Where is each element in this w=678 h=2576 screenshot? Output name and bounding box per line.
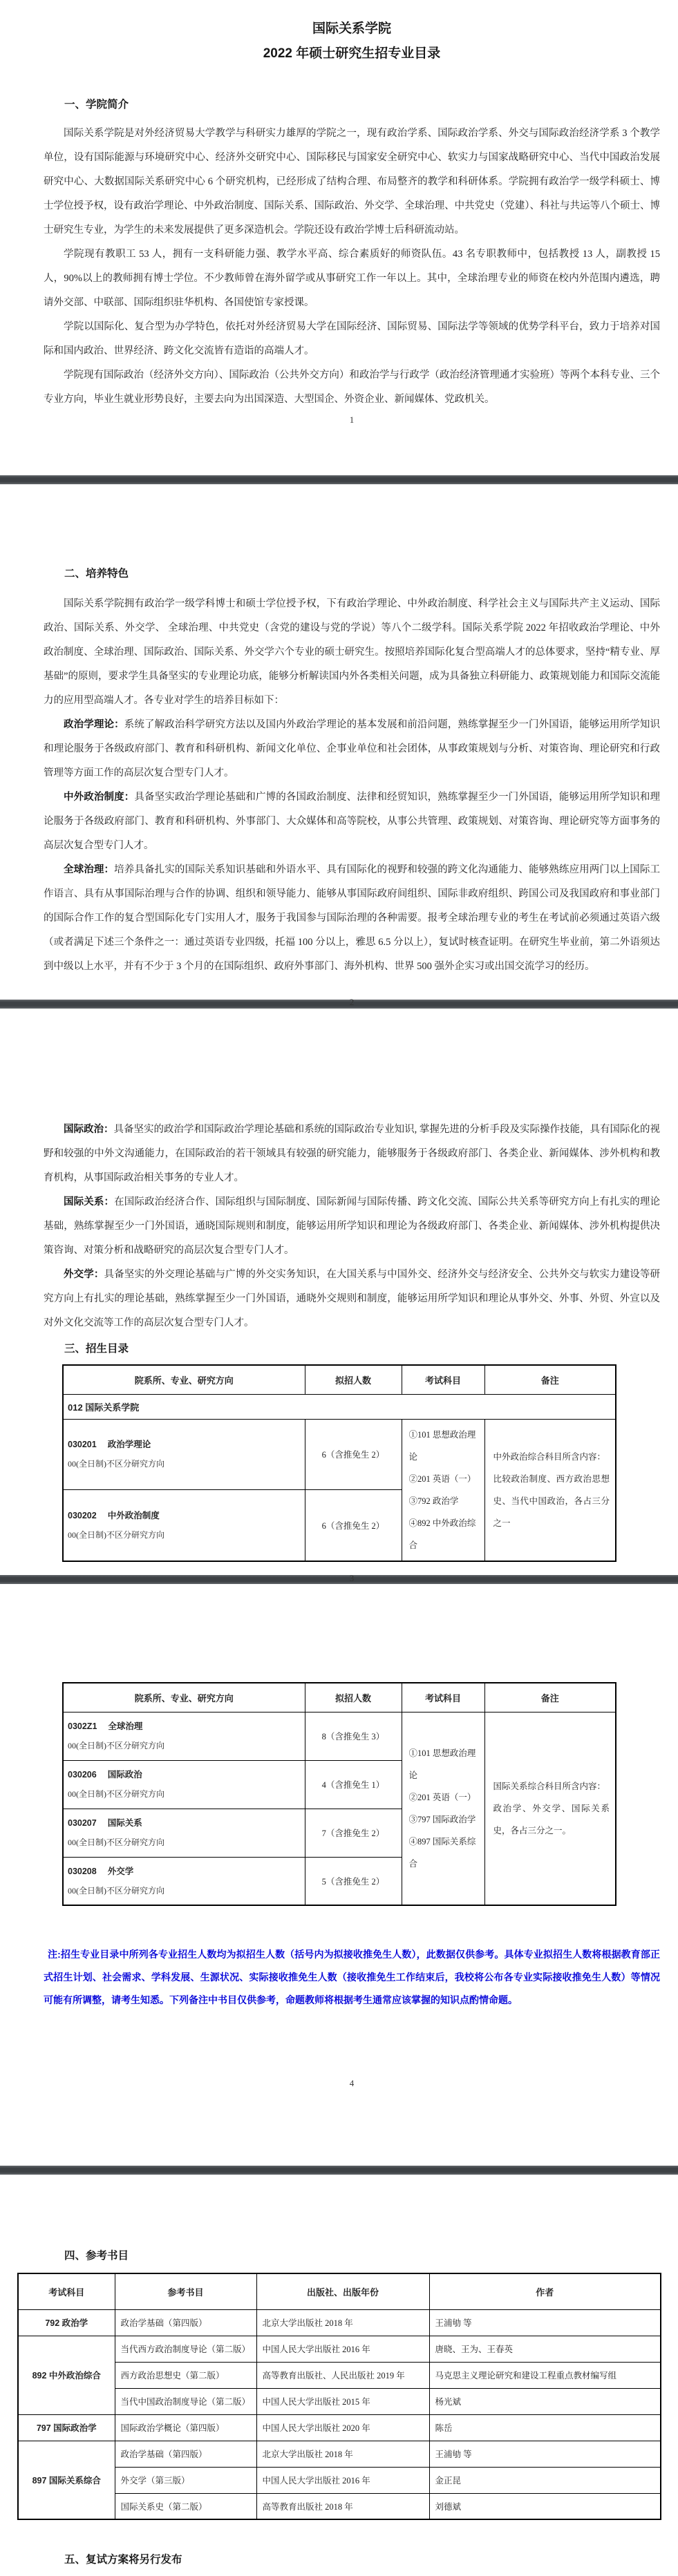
exam-subject-cell: 797 国际政治学 [18,2414,115,2441]
page-number: 1 [349,414,355,425]
exam-subjects-cell [402,1712,484,1905]
quota-cell: 4（含推免生 1） [305,1760,402,1809]
exam-subject: ②201 英语（一） [408,1792,476,1802]
table-row [18,2441,661,2467]
page-3 [0,1009,678,1583]
table-row [18,2493,661,2519]
major-name: 全球治理 [108,1721,143,1731]
major-text: 系统了解政治科学研究方法以及国内外政治学理论的基本发展和前沿问题，熟练掌握至少一门外国语，能够运用所学知识和理论服务于各级政府部门、教育和科研机构、新闻文化单位、企事业单位和社会团体，从事政策规划与分析、对策咨询、理论研究和行政管理等方面工作的高层次复合型专门人才。 [44,719,661,779]
table-row [18,2336,661,2362]
exam-subject: ①101 思想政治理论 [408,1748,476,1780]
page1-paragraphs [44,122,660,412]
major-cell [63,1489,305,1561]
admission-note: 注:招生专业目录中所列各专业招生人数均为拟招生人数（括号内为拟接收推免生人数），此数据仅供参考。具体专业拟招生人数将根据教育部正式招生计划、社会需求、学科发展、生源状况、实际接收推免生人数（接收推免生工作结束后，我校将公布各专业实际接收推免生人数）等情况可能有所调整，请考生知悉。下列备注中书目仅供参考，命题教师将根据考生通常应该掌握的知识点酌情命题。 [44,1949,660,2005]
book-title: 政治学基础（第四版） [115,2441,256,2467]
table-row [63,1419,616,1489]
quota-cell: 7（含推免生 2） [305,1809,402,1857]
major-cell [63,1712,305,1760]
book-author: 金正昆 [429,2467,661,2493]
book-publisher: 北京大学出版社 2018 年 [256,2309,429,2336]
page-number: 4 [349,2078,355,2088]
exam-subject-cell: 892 中外政治综合 [18,2336,115,2414]
major-paragraph [44,1263,660,1335]
study-direction: 00(全日制)不区分研究方向 [68,1885,164,1896]
major-paragraph [44,713,660,785]
major-paragraph [44,1118,660,1190]
table-row [18,2362,661,2388]
page2-paragraphs [44,592,660,979]
major-text: 培养具备扎实的国际关系知识基础和外语水平、具有国际化的视野和较强的跨文化沟通能力、能够熟练应用两门以上国际工作语言、具有从事国际治理与合作的协调、组织和领导能力、能够从事国际政府间组织、国际非政府组织、跨国公司及我国政府和事业部门的国际合作工作的复合型国际化专门实用人才，服务于我国参与国际治理的各种需要。报考全球治理专业的考生在考试前必须通过英语六级（或者满足下述三个条件之一：通过英语专业四级，托福 100 分以上，雅思 6.5 分以上），复试时核查证明。在研究生毕业前，第二外语须达到中级以上水平，并有不少于 3 个月的在国际组织、政府外事部门、海外机构、世界 500 强外企实习或出国交流学习的经历。 [44,864,661,972]
remark-cell [484,1712,616,1905]
col-header-department: 院系所、专业、研究方向 [63,1683,305,1712]
paragraph: 学院现有教职工 53 人，拥有一支科研能力强、教学水平高、综合素质好的师资队伍。43 名专职教师中，包括教授 13 人，副教授 15 人，90%以上的教师拥有博士学位。不少教师曾在海外留学或从事研究工作一年以上。其中，全球治理专业的师资在校内外范围内遴选，聘请外交部、中联部、国际组织驻华机构、各国使馆专家授课。 [44,249,660,308]
remark-line: 比较政治制度、西方政治思想史、当代中国政治，各占三分之一 [493,1473,610,1528]
major-cell [63,1419,305,1489]
col-header-author: 作者 [429,2273,661,2309]
remark-line: 中外政治综合科目所含内容： [493,1451,606,1462]
section-heading-1: 一、学院简介 [64,99,129,111]
page-separator [0,1000,678,1009]
major-code: 030206 [68,1770,97,1780]
exam-subject: ③797 国际政治学 [408,1814,476,1824]
major-name: 政治学理论： [64,719,124,730]
table-row [18,2309,661,2336]
remark-line: 国际关系综合科目所含内容： [493,1781,606,1791]
major-name: 中外政治制度： [64,792,135,803]
header-row [63,1683,616,1712]
book-title: 国际政治学概论（第四版） [115,2414,256,2441]
major-code: 0302Z1 [68,1721,97,1731]
major-cell [63,1760,305,1809]
admission-table-1 [62,1364,616,1562]
col-header-book: 参考书目 [115,2273,256,2309]
page-separator [0,1575,678,1584]
page-separator [0,2166,678,2175]
book-author: 王浦劬 等 [429,2309,661,2336]
exam-subject-cell: 792 政治学 [18,2309,115,2336]
major-name: 政治学理论 [107,1440,151,1450]
book-title: 外交学（第三版） [115,2467,256,2493]
book-publisher: 中国人民大学出版社 2015 年 [256,2388,429,2414]
major-code: 030201 [68,1440,97,1450]
quota-cell: 6（含推免生 2） [305,1419,402,1489]
major-code: 030207 [68,1818,97,1828]
page-5 [0,2175,678,2576]
col-header-publisher: 出版社、出版年份 [256,2273,429,2309]
major-code: 030208 [68,1866,97,1876]
remark-line: 政治学、外交学、国际关系史，各占三分之一。 [493,1803,610,1835]
department-row [63,1394,616,1419]
section-heading-2: 二、培养特色 [64,568,129,580]
book-title: 政治学基础（第四版） [115,2309,256,2336]
col-header-exam: 考试科目 [402,1683,484,1712]
exam-subject: ④892 中外政治综合 [408,1518,476,1550]
book-publisher: 高等教育出版社 2018 年 [256,2493,429,2519]
major-name: 国际关系 [107,1818,142,1828]
book-publisher: 北京大学出版社 2018 年 [256,2441,429,2467]
col-header-remark: 备注 [484,1683,616,1712]
book-author: 马克思主义理论研究和建设工程重点教材编写组 [429,2362,661,2388]
document-title-line2: 2022 年硕士研究生招专业目录 [263,46,441,61]
table-row [63,1712,616,1760]
header-row [18,2273,661,2309]
page-2 [0,484,678,1007]
quota-cell: 5（含推免生 2） [305,1857,402,1905]
col-header-subject: 考试科目 [18,2273,115,2309]
book-title: 当代西方政治制度导论（第二版） [115,2336,256,2362]
book-author: 唐晓、王为、王春英 [429,2336,661,2362]
section-heading-4: 四、参考书目 [64,2250,129,2262]
book-author: 杨光斌 [429,2388,661,2414]
exam-subject-cell: 897 国际关系综合 [18,2441,115,2519]
book-author: 陈岳 [429,2414,661,2441]
major-cell [63,1809,305,1857]
major-name: 外交学： [64,1269,104,1280]
page-4 [0,1584,678,2166]
major-name: 外交学 [107,1866,134,1876]
table-row [18,2414,661,2441]
exam-subject: ②201 英语（一） [408,1473,476,1484]
major-code: 030202 [68,1510,97,1520]
section-heading-3: 三、招生目录 [64,1343,129,1355]
department-name: 012 国际关系学院 [63,1394,616,1419]
col-header-department: 院系所、专业、研究方向 [63,1365,305,1394]
page-separator [0,475,678,484]
page-1 [0,0,678,475]
reference-books-table [17,2273,661,2520]
table-row [18,2388,661,2414]
paragraph: 学院现有国际政治（经济外交方向）、国际政治（公共外交方向）和政治学与行政学（政治经济管理通才实验班）等两个本科专业、三个专业方向，毕业生就业形势良好，主要去向为出国深造、大型国企、外资企业、新闻媒体、党政机关。 [44,370,660,405]
major-name: 全球治理： [64,864,115,875]
remark-cell [484,1419,616,1561]
major-text: 在国际政治经济合作、国际组织与国际制度、国际新闻与国际传播、跨文化交流、国际公共关系等研究方向上有扎实的理论基础，熟练掌握至少一门外国语，通晓国际规则和制度，能够运用所学知识和理论为各级政府部门、各类企业、新闻媒体、涉外机构提供决策咨询、对策分析和战略研究的高层次复合型专门人才。 [44,1196,661,1256]
book-publisher: 高等教育出版社、人民出版社 2019 年 [256,2362,429,2388]
quota-cell: 8（含推免生 3） [305,1712,402,1760]
col-header-quota: 拟招人数 [305,1683,402,1712]
col-header-quota: 拟招人数 [305,1365,402,1394]
section-heading-5: 五、复试方案将另行发布 [64,2554,182,2566]
document-title-line1: 国际关系学院 [312,21,391,36]
major-paragraph [44,785,660,858]
major-paragraph [44,858,660,979]
header-row [63,1365,616,1394]
col-header-exam: 考试科目 [402,1365,484,1394]
exam-subject: ③792 政治学 [408,1496,459,1506]
book-title: 国际关系史（第二版） [115,2493,256,2519]
book-title: 西方政治思想史（第二版） [115,2362,256,2388]
study-direction: 00(全日制)不区分研究方向 [68,1741,164,1750]
exam-subject: ①101 思想政治理论 [408,1429,476,1462]
page-number: 2 [349,997,355,1007]
book-author: 刘德斌 [429,2493,661,2519]
book-publisher: 中国人民大学出版社 2016 年 [256,2336,429,2362]
table-row [18,2467,661,2493]
study-direction: 00(全日制)不区分研究方向 [68,1529,164,1540]
paragraph: 国际关系学院是对外经济贸易大学教学与科研实力雄厚的学院之一，现有政治学系、国际政治学系、外交与国际政治经济学系 3 个教学单位，设有国际能源与环境研究中心、经济外交研究中心、国际移民与国家安全研究中心、软实力与国家战略研究中心、当代中国政治发展研究中心、大数据国际关系研究中心 6 个研究机构，已经形成了结构合理、布局整齐的教学和科研体系。学院拥有政治学一级学科硕士、博士学位授予权，设有政治学理论、中外政治制度、国际关系、国际政治、外交学、全球治理、中共党史（党建）、科社与共运等八个硕士、博士研究生专业，为学生的未来发展提供了更多深造机会。学院还设有政治学博士后科研流动站。 [44,128,660,236]
paragraph: 学院以国际化、复合型为办学特色，依托对外经济贸易大学在国际经济、国际贸易、国际法学等领域的优势学科平台，致力于培养对国际和国内政治、世界经济、跨文化交流皆有造诣的高端人才。 [44,321,660,356]
book-author: 王浦劬 等 [429,2441,661,2467]
exam-subject: ④897 国际关系综合 [408,1836,476,1869]
paragraph: 国际关系学院拥有政治学一级学科博士和硕士学位授予权，下有政治学理论、中外政治制度、科学社会主义与国际共产主义运动、国际政治、国际关系、外交学、 全球治理、中共党史（含党的建设与党的学说）等八个二级学科。国际关系学院 2022 年招收政治学理论、中外政治制度、全球治理、国际政治、国际关系、外交学六个专业的硕士研究生。按照培养国际化复合型高端人才的总体要求，坚持“精专业、厚基础”的原则，要求学生具备坚实的专业理论功底，能够分析解读国内外各类相关问题，成为具备独立科研能力、政策规划能力和国际交流能力的应用型高端人才。各专业对学生的培养目标如下： [44,598,660,706]
major-paragraph [44,1190,660,1263]
major-text: 具备坚实的外交理论基础与广博的外交实务知识，在大国关系与中国外交、经济外交与经济安全、公共外交与软实力建设等研究方向上有扎实的理论基础，熟练掌握至少一门外国语，通晓外交规则和制度，能够运用所学知识和理论从事外交、外事、外贸、外宣以及对外文化交流等工作的高层次复合型专门人才。 [44,1269,661,1328]
quota-cell: 6（含推免生 2） [305,1489,402,1561]
book-publisher: 中国人民大学出版社 2016 年 [256,2467,429,2493]
book-title: 当代中国政治制度导论（第二版） [115,2388,256,2414]
study-direction: 00(全日制)不区分研究方向 [68,1789,164,1799]
study-direction: 00(全日制)不区分研究方向 [68,1838,164,1847]
major-name: 国际关系： [64,1196,115,1208]
col-header-remark: 备注 [484,1365,616,1394]
major-text: 具备坚实的政治学和国际政治学理论基础和系统的国际政治专业知识, 掌握先进的分析手段及实际操作技能，具有国际化的视野和较强的中外文沟通能力，在国际政治的若干领域具有较强的研究能力，能够服务于各级政府部门、各类企业、新闻媒体、涉外机构和教育机构，从事国际政治相关事务的专业人才。 [44,1124,661,1183]
major-cell [63,1857,305,1905]
book-publisher: 中国人民大学出版社 2020 年 [256,2414,429,2441]
study-direction: 00(全日制)不区分研究方向 [68,1459,164,1469]
page-number: 3 [349,1572,355,1583]
major-name: 国际政治 [107,1770,142,1780]
major-name: 中外政治制度 [107,1510,160,1520]
admission-table-2 [62,1682,616,1906]
major-text: 具备坚实政治学理论基础和广博的各国政治制度、法律和经贸知识，熟练掌握至少一门外国语，能够运用所学知识和理论服务于各级政府部门、教育和科研机构、外事部门、大众媒体和高等院校，从事公共管理、政策规划、对策咨询、理论研究等方面事务的高层次复合型专门人才。 [44,792,660,851]
exam-subjects-cell [402,1419,484,1561]
page3-paragraphs [44,1118,660,1335]
major-name: 国际政治： [64,1124,114,1135]
